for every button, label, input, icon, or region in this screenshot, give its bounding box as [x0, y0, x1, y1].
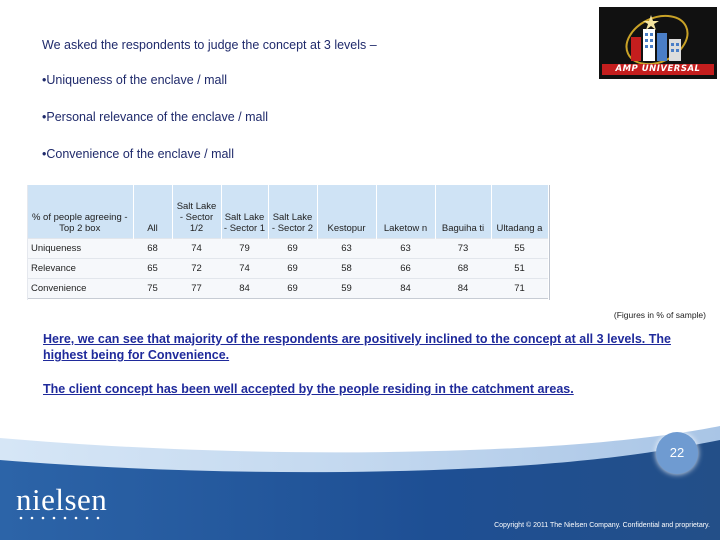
header-metric: % of people agreeing - Top 2 box — [27, 185, 133, 239]
page-number: 22 — [656, 432, 698, 474]
logo-brand-text: AMP UNIVERSAL — [602, 64, 714, 75]
intro-text — [42, 38, 562, 184]
table-cell: 74 — [221, 259, 268, 279]
table-cell: 79 — [221, 239, 268, 259]
header-salt-lake-sector-2: Salt Lake - Sector 2 — [268, 185, 317, 239]
table-cell: 55 — [491, 239, 548, 259]
nielsen-dots-icon — [19, 516, 109, 520]
table-cell: 77 — [172, 279, 221, 299]
table-row — [27, 279, 548, 299]
table-cell: 65 — [133, 259, 172, 279]
table-cell: 75 — [133, 279, 172, 299]
table-cell: 84 — [435, 279, 491, 299]
table-cell: 69 — [268, 259, 317, 279]
intro-lead: We asked the respondents to judge the concept at 3 levels – — [42, 38, 377, 52]
table-cell: 51 — [491, 259, 548, 279]
table-cell: 84 — [221, 279, 268, 299]
table-cell: 69 — [268, 279, 317, 299]
table-cell: 63 — [376, 239, 435, 259]
table-cell: 58 — [317, 259, 376, 279]
header-baguihati: Baguiha ti — [435, 185, 491, 239]
amp-universal-logo — [599, 7, 717, 79]
conclusion-2: The client concept has been well accepted by the people residing in the catchment areas. — [43, 382, 574, 396]
table-cell: 63 — [317, 239, 376, 259]
table-cell: 68 — [435, 259, 491, 279]
table-cell: 72 — [172, 259, 221, 279]
table-cell: 68 — [133, 239, 172, 259]
table-cell: 69 — [268, 239, 317, 259]
row-label: Uniqueness — [27, 239, 133, 259]
table-cell: 71 — [491, 279, 548, 299]
header-laketown: Laketow n — [376, 185, 435, 239]
conclusion-1: Here, we can see that majority of the respondents are positively inclined to the concept at all 3 levels. The highest being for Convenience. — [43, 332, 671, 362]
figures-note: (Figures in % of sample) — [613, 310, 706, 320]
results-table — [27, 185, 549, 299]
table-row — [27, 239, 548, 259]
table-cell: 66 — [376, 259, 435, 279]
row-label: Relevance — [27, 259, 133, 279]
bullet-convenience: •Convenience of the enclave / mall — [42, 147, 234, 161]
header-kestopur: Kestopur — [317, 185, 376, 239]
nielsen-logo: nielsen — [16, 482, 108, 517]
header-ultadanga: Ultadang a — [491, 185, 548, 239]
table-cell: 73 — [435, 239, 491, 259]
table-cell: 74 — [172, 239, 221, 259]
table-cell: 59 — [317, 279, 376, 299]
table-cell: 84 — [376, 279, 435, 299]
header-all: All — [133, 185, 172, 239]
header-salt-lake-sector-1-2: Salt Lake - Sector 1/2 — [172, 185, 221, 239]
copyright-text: Copyright © 2011 The Nielsen Company. Confidential and proprietary. — [494, 522, 710, 529]
table-row — [27, 259, 548, 279]
bullet-uniqueness: •Uniqueness of the enclave / mall — [42, 73, 228, 87]
header-salt-lake-sector-1: Salt Lake - Sector 1 — [221, 185, 268, 239]
row-label: Convenience — [27, 279, 133, 299]
bullet-relevance: •Personal relevance of the enclave / mall — [42, 110, 269, 124]
table-header-row — [27, 185, 548, 239]
